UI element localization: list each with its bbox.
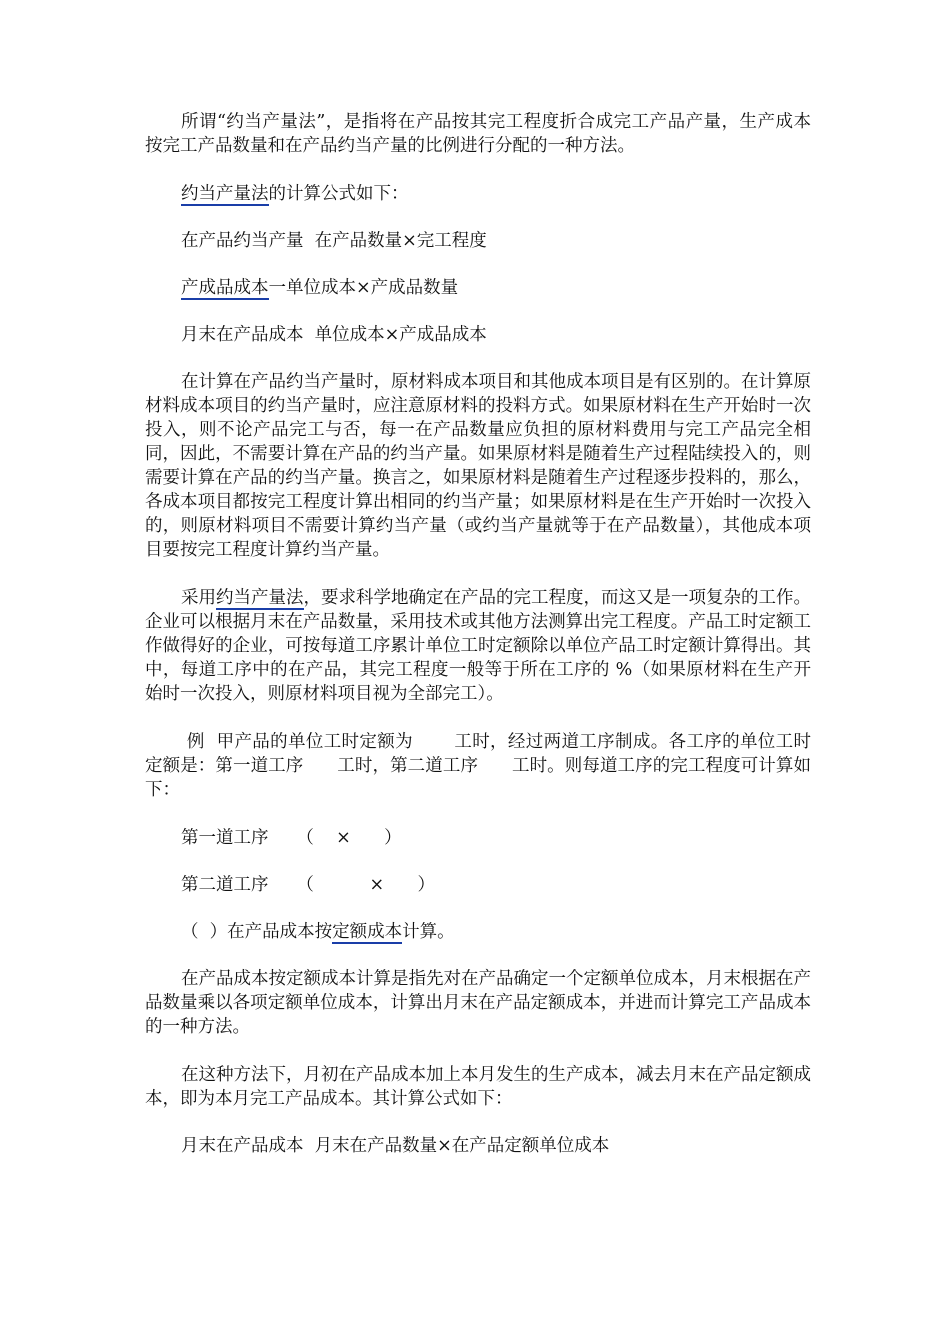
formula-equivalent-output: 在产品约当产量 在产品数量×完工程度 bbox=[181, 231, 487, 251]
formula-month-end-cost: 月末在产品成本 单位成本×产成品成本 bbox=[181, 325, 487, 345]
paragraph-definition: 所谓“约当产量法”，是指将在产品按其完工程度折合成完工产品产量，生产成本按完工产品数量和在产品约当产量的比例进行分配的一种方法。 bbox=[145, 112, 811, 156]
paragraph-example: 例 甲产品的单位工时定额为 工时，经过两道工序制成。各工序的单位工时定额是：第一道工序 工时，第二道工序 工时。则每道工序的完工程度可计算如下： bbox=[145, 732, 811, 800]
formula-intro-text: 的计算公式如下： bbox=[268, 184, 409, 204]
paragraph-quota-definition: 在产品成本按定额成本计算是指先对在产品确定一个定额单位成本，月末根据在产品数量乘以各项定额单位成本，计算出月末在产品定额成本，并进而计算完工产品成本的一种方法。 bbox=[145, 969, 811, 1037]
step-one-line: 第一道工序 （ × ） bbox=[181, 828, 402, 848]
formula-month-end-quota: 月末在产品成本 月末在产品数量×在产品定额单位成本 bbox=[181, 1136, 610, 1156]
completion-before-text: 采用 bbox=[181, 588, 216, 608]
paragraph-formula-intro bbox=[145, 182, 811, 206]
paragraph-completion-degree bbox=[145, 586, 811, 706]
formula-finished-cost bbox=[145, 276, 811, 300]
completion-after-text: ，要求科学地确定在产品的完工程度，而这又是一项复杂的工作。企业可以根据月末在产品数量，采用技术或其他方法测算出完工程度。产品工时定额工作做得好的企业，可按每道工序累计单位工时定额除以单位产品工时定额计算得出。其中，每道工序中的在产品，其完工程度一般等于所在工序的 %（如果原材料在生产开始时一次投入，则原材料项目视为全部完工）。 bbox=[145, 588, 811, 704]
paragraph-quota-method: 在这种方法下，月初在产品成本加上本月发生的生产成本，减去月末在产品定额成本，即为本月完工产品成本。其计算公式如下： bbox=[145, 1065, 811, 1109]
quota-heading-after: 计算。 bbox=[402, 922, 455, 942]
link-quota-cost[interactable]: 定额成本 bbox=[332, 922, 403, 942]
quota-heading-before: （ ）在产品成本按 bbox=[181, 922, 333, 942]
link-equivalent-output-method[interactable]: 约当产量法 bbox=[181, 184, 269, 204]
document-body bbox=[145, 110, 811, 1158]
heading-quota-cost bbox=[145, 920, 811, 944]
link-equivalent-output-method-2[interactable]: 约当产量法 bbox=[216, 588, 304, 608]
step-two-line: 第二道工序 （ × ） bbox=[181, 875, 435, 895]
paragraph-materials: 在计算在产品约当产量时，原材料成本项目和其他成本项目是有区别的。在计算原材料成本项目的约当产量时，应注意原材料的投料方式。如果原材料在生产开始时一次投入，则不论产品完工与否，每一在产品数量应负担的原材料费用与完工产品完全相同，因此，不需要计算在产品的约当产量。如果原材料是随着生产过程陆续投入的，则需要计算在产品的约当产量。换言之，如果原材料是随着生产过程逐步投料的，那么，各成本项目都按完工程度计算出相同的约当产量；如果原材料是在生产开始时一次投入的，则原材料项目不需要计算约当产量（或约当产量就等于在产品数量），其他成本项目要按完工程度计算约当产量。 bbox=[145, 372, 811, 560]
link-finished-product-cost[interactable]: 产成品成本 bbox=[181, 278, 269, 298]
formula-finished-cost-text: 一单位成本×产成品数量 bbox=[268, 278, 459, 298]
